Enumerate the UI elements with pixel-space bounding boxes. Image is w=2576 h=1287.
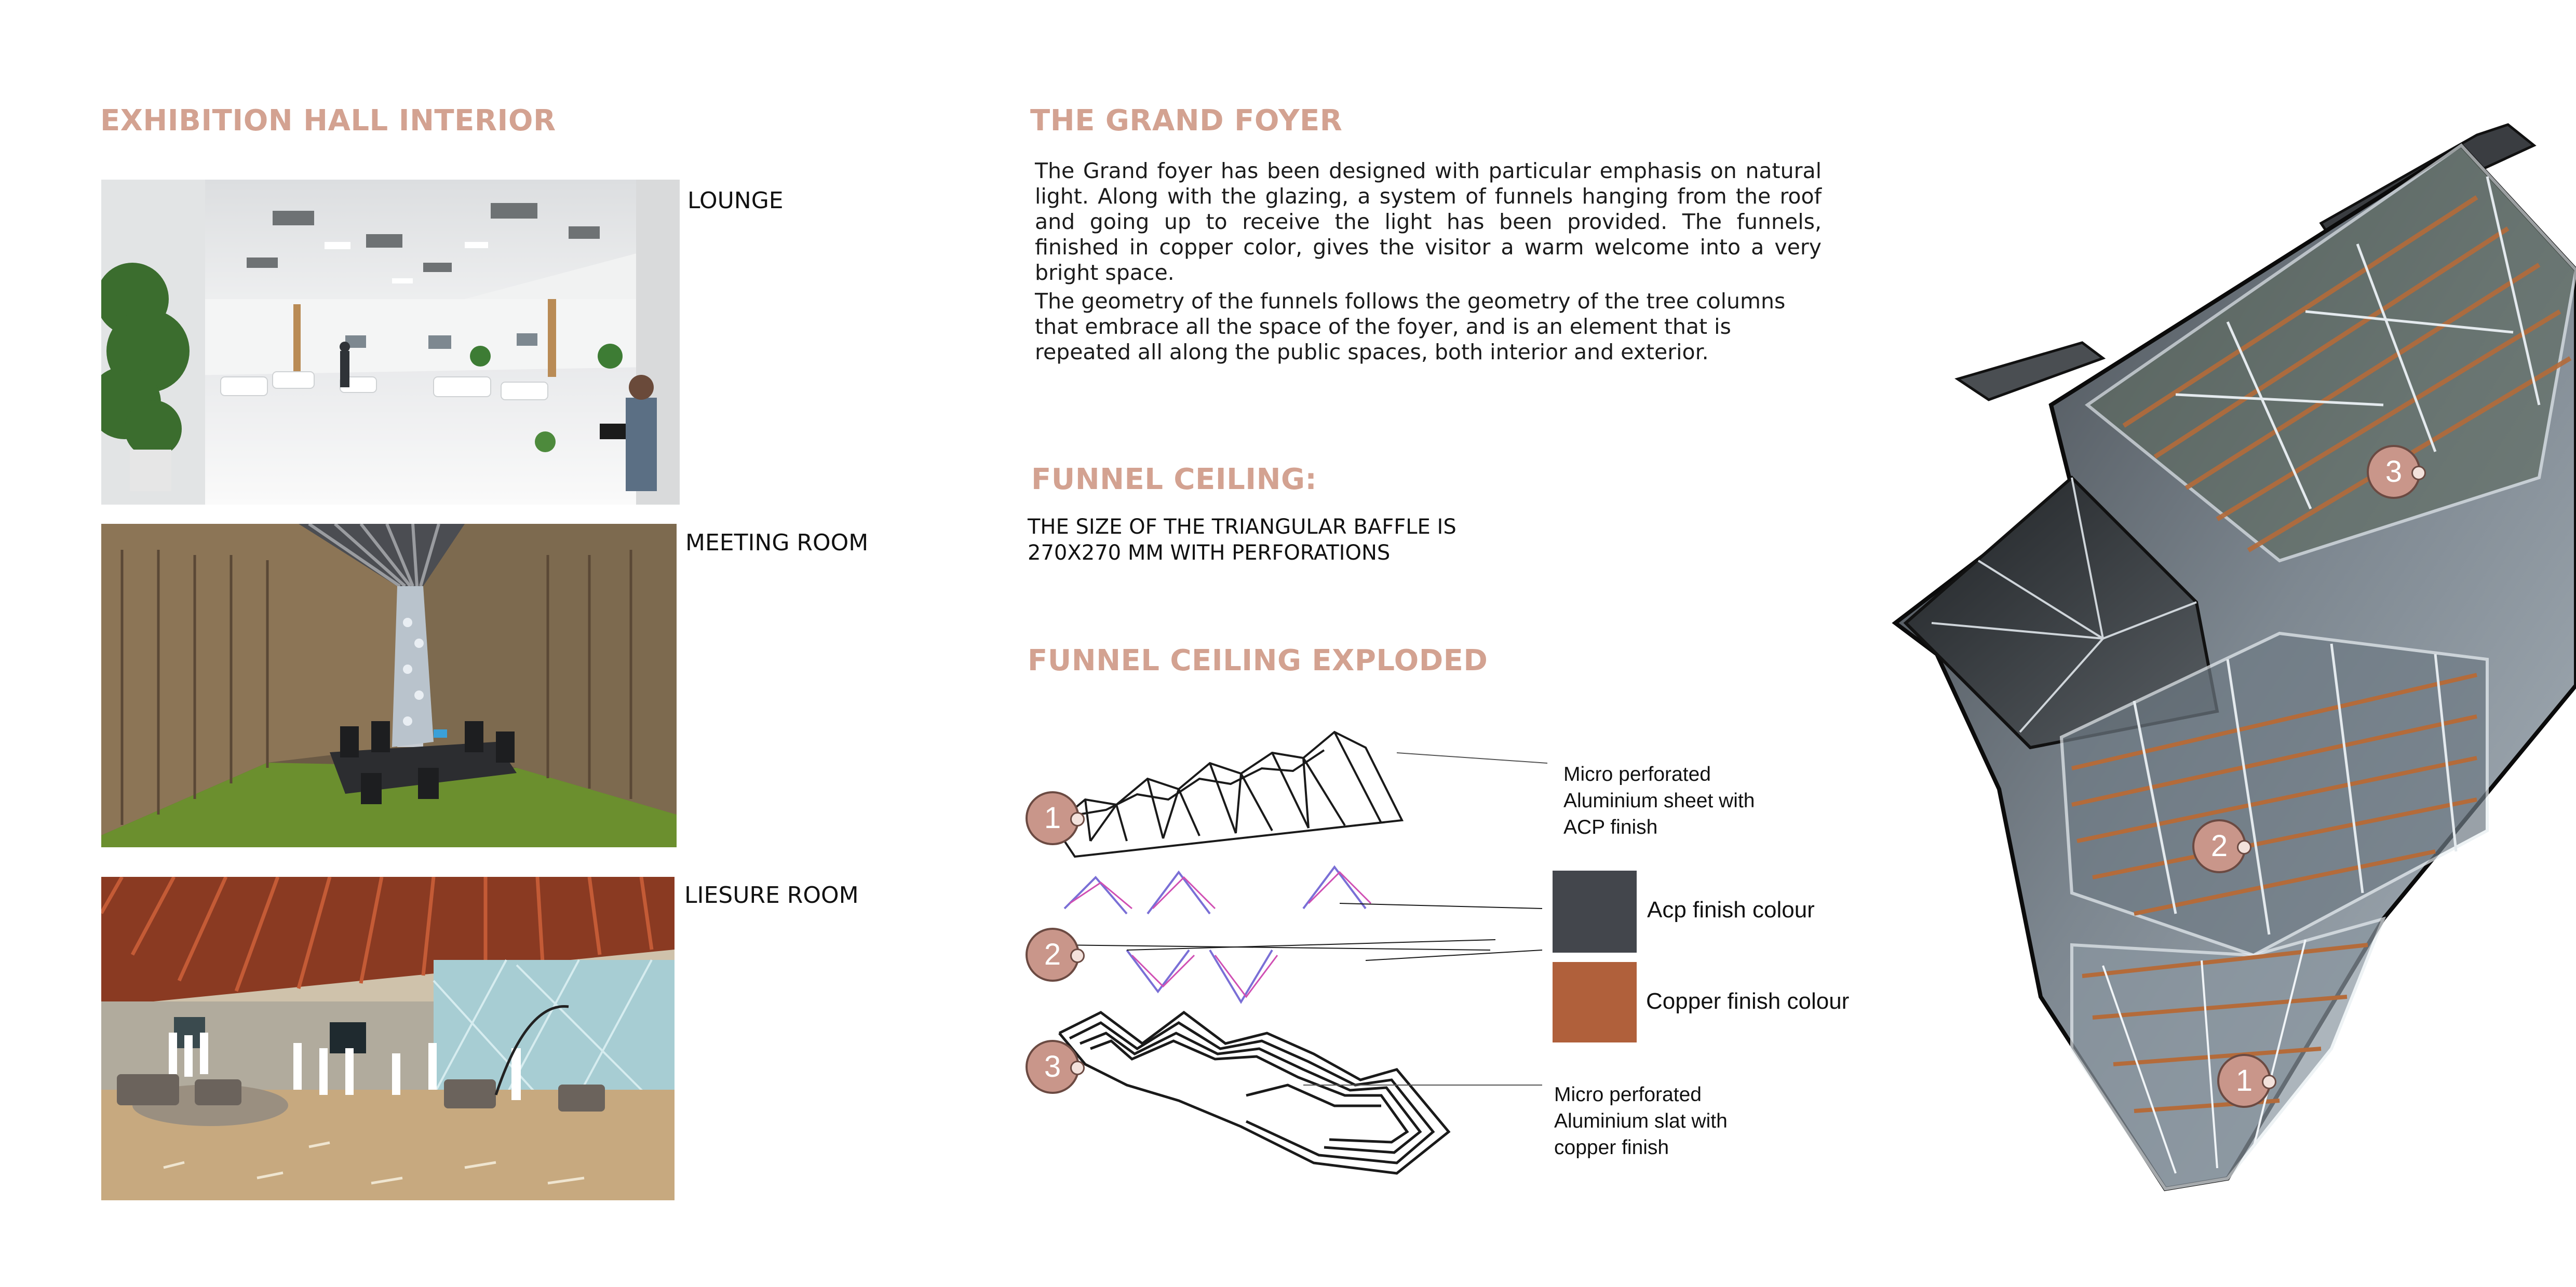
baffle-size-line-2: 270X270 MM WITH PERFORATIONS <box>1028 541 1391 565</box>
slat-callout-line-2: Aluminium slat with <box>1554 1110 1728 1132</box>
funnel-ceiling-axonometric <box>1708 114 2576 1194</box>
lounge-label: LOUNGE <box>687 187 784 214</box>
copper-finish-label: Copper finish colour <box>1646 988 1850 1014</box>
exploded-layer-2-marker: 2 <box>1026 928 1080 982</box>
leisure-room-render <box>101 877 675 1200</box>
exhibition-hall-heading: EXHIBITION HALL INTERIOR <box>100 104 556 138</box>
slat-callout <box>1554 1081 1728 1161</box>
baffle-size-line-1: THE SIZE OF THE TRIANGULAR BAFFLE IS <box>1028 515 1456 539</box>
lounge-render <box>101 180 680 505</box>
grand-foyer-heading: THE GRAND FOYER <box>1030 104 1343 138</box>
slat-callout-line-3: copper finish <box>1554 1136 1669 1159</box>
meeting-room-label: MEETING ROOM <box>685 530 869 556</box>
acp-finish-label: Acp finish colour <box>1647 897 1815 923</box>
meeting-room-render <box>101 524 677 847</box>
axonometric-marker-1: 1 <box>2217 1054 2271 1108</box>
foyer-paragraph-2: The geometry of the funnels follows the geometry of the tree columns that embrace all the space of the foyer, and is an element that is repeated all along the public spaces, both interior and exterior. <box>1035 289 1786 364</box>
copper-finish-swatch <box>1553 962 1637 1042</box>
sheet-callout-line-2: Aluminium sheet with <box>1563 790 1755 812</box>
sheet-callout-line-1: Micro perforated <box>1563 763 1711 785</box>
baffle-size-note <box>1028 514 1456 566</box>
foyer-paragraph-1: The Grand foyer has been designed with particular emphasis on natural light. Along with the glazing, a system of funnels hanging from the roof and going up to receive the light has been provided. The funnels, finished in copper color, gives the visitor a warm welcome into a very bright space. <box>1035 158 1822 285</box>
slat-callout-line-1: Micro perforated <box>1554 1083 1702 1106</box>
funnel-exploded-heading: FUNNEL CEILING EXPLODED <box>1028 644 1488 678</box>
axonometric-marker-3: 3 <box>2367 445 2421 499</box>
leisure-room-label: LIESURE ROOM <box>684 882 859 909</box>
axonometric-marker-2: 2 <box>2192 819 2246 873</box>
exploded-layer-3-marker: 3 <box>1026 1040 1080 1094</box>
acp-finish-swatch <box>1553 871 1637 953</box>
sheet-callout-line-3: ACP finish <box>1563 816 1658 838</box>
funnel-ceiling-heading: FUNNEL CEILING: <box>1031 463 1317 496</box>
exploded-diagram <box>1023 722 1568 1215</box>
exploded-layer-1-marker: 1 <box>1026 791 1080 845</box>
